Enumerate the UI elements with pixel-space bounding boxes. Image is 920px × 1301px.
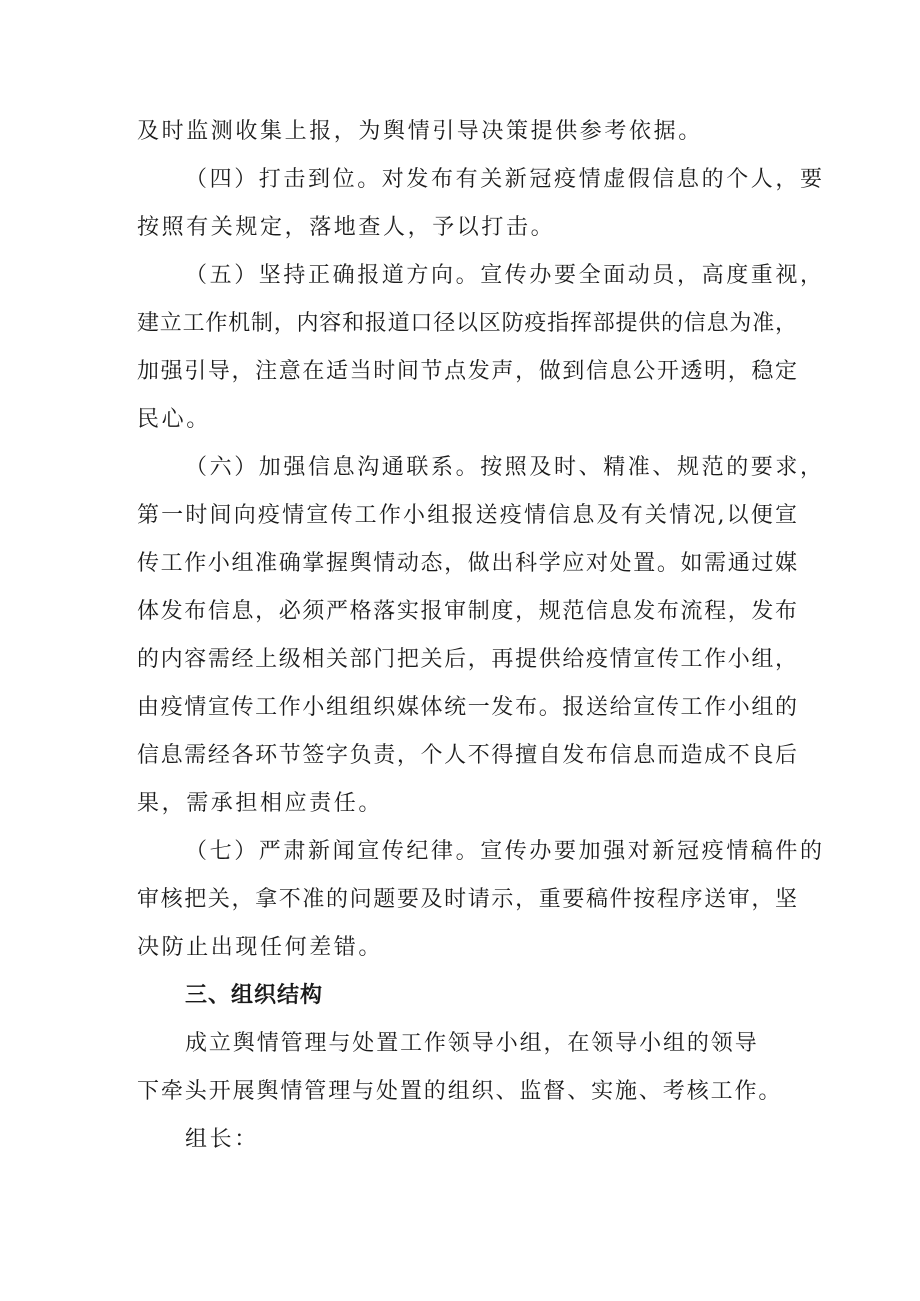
- paragraph-line: （七）严肃新闻宣传纪律。宣传办要加强对新冠疫情稿件的: [185, 839, 825, 864]
- paragraph-line: 下牵头开展舆情管理与处置的组织、监督、实施、考核工作。: [137, 1079, 783, 1104]
- paragraph-line: 体发布信息，必须严格落实报审制度，规范信息发布流程，发布: [137, 599, 797, 624]
- paragraph-line: 由疫情宣传工作小组组织媒体统一发布。报送给宣传工作小组的: [137, 695, 797, 720]
- paragraph-line: （五）坚持正确报道方向。宣传办要全面动员，高度重视，: [185, 263, 825, 288]
- paragraph-line: 审核把关，拿不准的问题要及时请示，重要稿件按程序送审，坚: [137, 887, 797, 912]
- paragraph-line: 决防止出现任何差错。: [137, 935, 384, 960]
- paragraph-line: 民心。: [137, 407, 211, 432]
- paragraph-line: 建立工作机制，内容和报道口径以区防疫指挥部提供的信息为准，: [137, 311, 797, 336]
- paragraph-line: 的内容需经上级相关部门把关后，再提供给疫情宣传工作小组，: [137, 647, 797, 672]
- paragraph-line: 第一时间向疫情宣传工作小组报送疫情信息及有关情况,以便宣: [137, 503, 797, 528]
- paragraph-line: 成立舆情管理与处置工作领导小组，在领导小组的领导: [185, 1031, 759, 1056]
- paragraph-line: 加强引导，注意在适当时间节点发声，做到信息公开透明，稳定: [137, 359, 797, 384]
- paragraph-line: 信息需经各环节签字负责，个人不得擅自发布信息而造成不良后: [137, 743, 797, 768]
- paragraph-line: 按照有关规定，落地查人，予以打击。: [137, 215, 556, 240]
- section-heading: 三、组织结构: [185, 983, 324, 1008]
- paragraph-line: （四）打击到位。对发布有关新冠疫情虚假信息的个人，要: [185, 167, 825, 192]
- paragraph-line: 及时监测收集上报，为舆情引导决策提供参考依据。: [137, 119, 703, 144]
- paragraph-line: 果，需承担相应责任。: [137, 791, 384, 816]
- paragraph-line: （六）加强信息沟通联系。按照及时、精准、规范的要求，: [185, 455, 825, 480]
- paragraph-line: 传工作小组准确掌握舆情动态，做出科学应对处置。如需通过媒: [137, 551, 797, 576]
- paragraph-line: 组长：: [185, 1127, 259, 1152]
